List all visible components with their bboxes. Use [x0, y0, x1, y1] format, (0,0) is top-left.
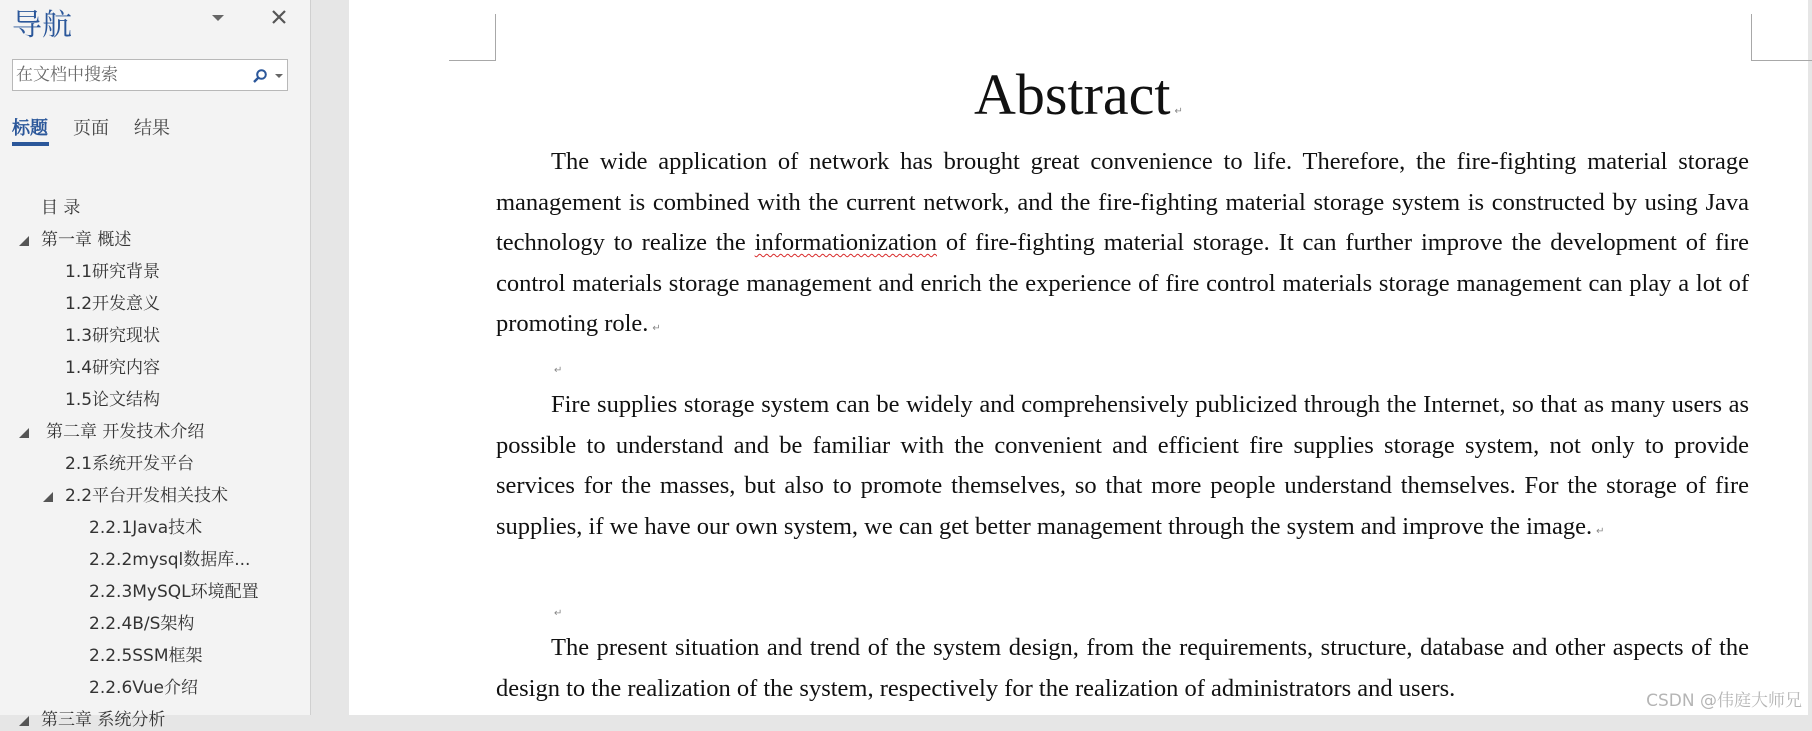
paragraph[interactable]: [496, 628, 1749, 709]
paragraph[interactable]: [496, 142, 1749, 350]
heading-item[interactable]: 2.2.1Java技术: [89, 518, 203, 538]
collapse-caret-icon[interactable]: [18, 424, 32, 438]
heading-item[interactable]: 1.3研究现状: [65, 326, 161, 346]
paragraph-mark-icon: ↵: [554, 365, 563, 376]
search-input[interactable]: [14, 61, 248, 89]
heading-item[interactable]: 2.1系统开发平台: [65, 454, 195, 474]
paragraph-text: The present situation and trend of the system design, from the requirements, structure, database and other aspects of the design to the realization of the system, respectively for the realization of administrators and users.: [496, 634, 1749, 702]
crop-mark: [449, 14, 496, 61]
paragraph-mark-icon: ↵: [554, 608, 563, 619]
heading-item[interactable]: 1.4研究内容: [65, 358, 161, 378]
document-title[interactable]: [349, 60, 1808, 147]
page-gutter: [311, 0, 349, 715]
paragraph-mark-icon: ↵: [652, 323, 661, 335]
search-options-chevron-down-icon[interactable]: [272, 65, 286, 87]
collapse-caret-icon[interactable]: [42, 488, 56, 502]
paragraph[interactable]: [496, 385, 1749, 552]
tab-pages[interactable]: 页面: [73, 118, 109, 139]
heading-item[interactable]: 2.2.6Vue介绍: [89, 678, 198, 698]
heading-item[interactable]: 1.2开发意义: [65, 294, 161, 314]
paragraph-text: of fire-fighting material storage. It can further improve the development of fire control materials storage management and enrich the experience of fire control materials storage management can play a lot of promoting role.: [496, 229, 1749, 338]
heading-item[interactable]: 第一章 概述: [41, 230, 132, 250]
nav-title: 导航: [12, 8, 72, 43]
heading-item[interactable]: 目 录: [41, 198, 81, 218]
heading-item[interactable]: 第三章 系统分析: [41, 710, 166, 730]
document-page[interactable]: [349, 0, 1808, 715]
heading-item[interactable]: 1.5论文结构: [65, 390, 161, 410]
collapse-caret-icon[interactable]: [18, 232, 32, 246]
paragraph-text: Fire supplies storage system can be widely and comprehensively publicized through the Internet, so that as many users as possible to understand and be familiar with the convenient and efficient fire supplies storage system, not only to provide services for the masses, but also to promote themselves, so that more people understand themselves. For the storage of fire supplies, if we have our own system, we can get better management through the system and improve the image.: [496, 391, 1749, 540]
paragraph-mark-icon: ↵: [1596, 525, 1605, 537]
navigation-pane: [0, 0, 311, 730]
paragraph-mark-icon: ↵: [1174, 106, 1183, 117]
heading-item[interactable]: 2.2平台开发相关技术: [65, 486, 229, 506]
crop-mark: [1751, 14, 1812, 61]
watermark: CSDN @伟庭大师兄: [1646, 686, 1802, 711]
heading-item[interactable]: 2.2.2mysql数据库...: [89, 550, 251, 570]
search-box: [12, 59, 288, 91]
spelling-error-word[interactable]: informationization: [754, 229, 937, 257]
collapse-caret-icon[interactable]: [18, 712, 32, 726]
tab-headings[interactable]: 标题: [12, 118, 48, 139]
active-tab-underline: [12, 142, 49, 146]
heading-item[interactable]: 第二章 开发技术介绍: [46, 422, 205, 442]
nav-options-dropdown-icon[interactable]: [208, 8, 228, 28]
heading-item[interactable]: 2.2.4B/S架构: [89, 614, 195, 634]
close-icon[interactable]: [266, 4, 292, 30]
paragraph-text: The wide application of network has brought great convenience to life. Therefore, the fire-fighting material storage management is combined with the current network, and the fire-fighting material storage system is constructed by using Java technology to realize the: [496, 148, 1749, 257]
heading-item[interactable]: 2.2.5SSM框架: [89, 646, 203, 666]
search-icon[interactable]: [249, 65, 271, 87]
heading-item[interactable]: 1.1研究背景: [65, 262, 161, 282]
document-title-text: Abstract: [974, 62, 1171, 127]
tab-results[interactable]: 结果: [134, 118, 170, 139]
heading-item[interactable]: 2.2.3MySQL环境配置: [89, 582, 259, 602]
